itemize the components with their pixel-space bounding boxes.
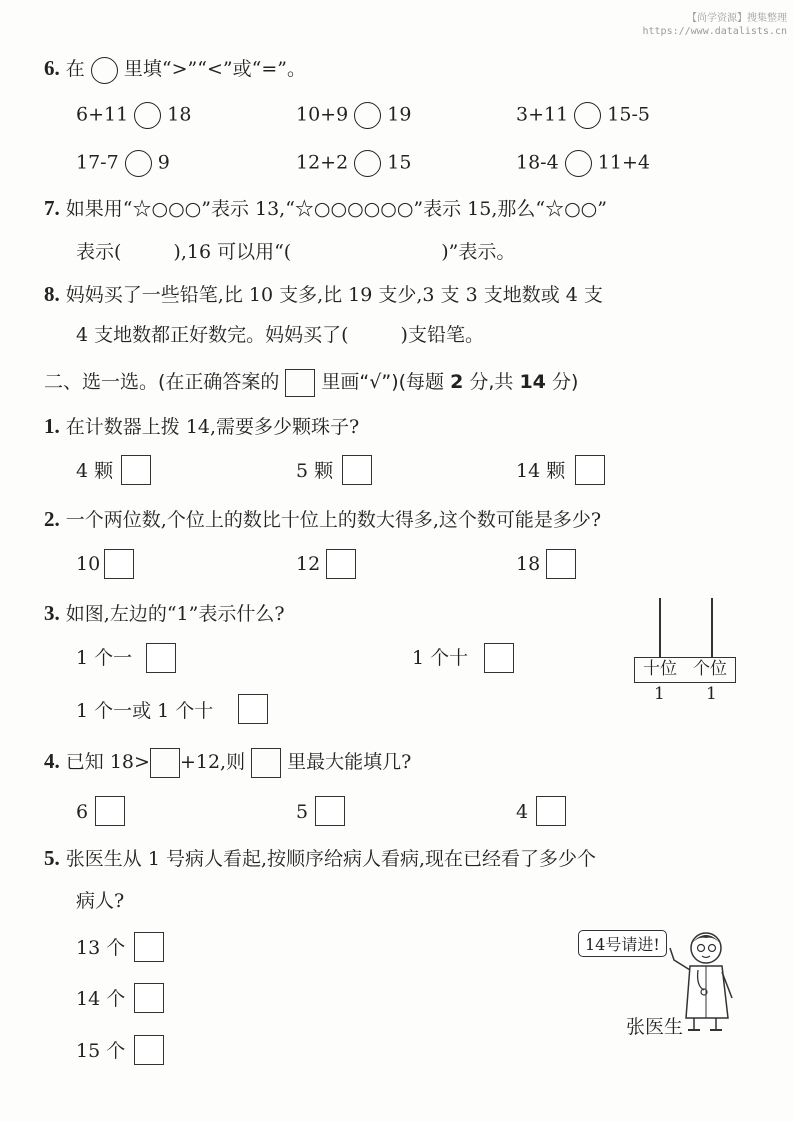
s2q2-option-label: 10	[76, 553, 101, 575]
s2q2-number: 2.	[44, 507, 60, 531]
s2q1-checkbox[interactable]	[342, 455, 372, 485]
s2q3-checkbox[interactable]	[484, 643, 514, 673]
q7-line1	[44, 196, 607, 221]
s2q1-question	[44, 414, 359, 439]
s2q3-option-label: 1 个一	[76, 647, 133, 669]
counter-label-tens: 十位	[643, 659, 677, 679]
watermark-line1: 【尚学资源】搜集整理	[687, 13, 787, 24]
q7-number: 7.	[44, 196, 60, 220]
counter-rod-tens	[659, 598, 661, 658]
s2q3-question	[44, 601, 285, 626]
s2q5-text: 张医生从 1 号病人看起,按顺序给病人看病,现在已经看了多少个	[65, 848, 597, 870]
s2q3-option-label: 1 个一或 1 个十	[76, 700, 214, 722]
q6-answer-circle[interactable]	[125, 150, 152, 177]
s2q5-text-line2: 病人?	[76, 890, 125, 912]
s2q5-number: 5.	[44, 846, 60, 870]
q8-line2: 4 支地数都正好数完。妈妈买了( )支铅笔。	[76, 324, 484, 346]
s2q5-checkbox[interactable]	[134, 1035, 164, 1065]
doctor-label: 张医生	[626, 1016, 684, 1038]
q6-sample-circle	[91, 57, 118, 84]
s2q4-option-label: 6	[76, 801, 89, 823]
s2q4-checkbox[interactable]	[315, 796, 345, 826]
section2-sample-box	[285, 369, 315, 397]
watermark	[643, 12, 788, 38]
counter-label-ones: 个位	[693, 659, 727, 679]
q8-text: 妈妈买了一些铅笔,比 10 支多,比 19 支少,3 支 3 支地数或 4 支	[65, 284, 603, 306]
s2q5-option-label: 15 个	[76, 1040, 126, 1062]
q6-answer-circle[interactable]	[354, 150, 381, 177]
counter-base	[634, 657, 736, 683]
s2q4-question: 4. 已知 18> +12,则 里最大能填几?	[44, 748, 411, 778]
q6-item: 6+11 18	[76, 102, 191, 129]
s2q2-checkbox[interactable]	[326, 549, 356, 579]
q8-number: 8.	[44, 282, 60, 306]
s2q4-option-label: 5	[296, 801, 309, 823]
counter-value-ones: 1	[706, 684, 717, 704]
s2q3-checkbox[interactable]	[146, 643, 176, 673]
q6-item: 18-4 11+4	[516, 150, 650, 177]
q6-answer-circle[interactable]	[565, 150, 592, 177]
q6-item: 3+11 15-5	[516, 102, 650, 129]
s2q4-number: 4.	[44, 749, 60, 773]
speech-bubble	[578, 930, 667, 957]
q6-number: 6.	[44, 56, 60, 80]
q6-answer-circle[interactable]	[134, 102, 161, 129]
s2q1-checkbox[interactable]	[575, 455, 605, 485]
s2q2-checkbox[interactable]	[546, 549, 576, 579]
s2q4-checkbox[interactable]	[536, 796, 566, 826]
q6-answer-circle[interactable]	[354, 102, 381, 129]
section2-title: 二、选一选。(在正确答案的 里画“√”)(每题 2 分,共 14 分)	[44, 367, 578, 397]
q7-line2: 表示( ),16 可以用“( )”表示。	[76, 241, 516, 263]
counter-value-tens: 1	[654, 684, 665, 704]
q6-prompt-a: 在	[65, 58, 85, 80]
s2q5-checkbox[interactable]	[134, 932, 164, 962]
s2q2-option-label: 12	[296, 553, 321, 575]
s2q4-checkbox[interactable]	[95, 796, 125, 826]
s2q3-checkbox[interactable]	[238, 694, 268, 724]
s2q4-option-label: 4	[516, 801, 529, 823]
s2q1-checkbox[interactable]	[121, 455, 151, 485]
s2q4-inline-box	[150, 748, 180, 778]
s2q1-number: 1.	[44, 414, 60, 438]
s2q2-question	[44, 507, 601, 532]
s2q5-checkbox[interactable]	[134, 983, 164, 1013]
q8-line1	[44, 282, 603, 307]
s2q3-number: 3.	[44, 601, 60, 625]
q7-text: 如果用“☆○○○”表示 13,“☆○○○○○○”表示 15,那么“☆○○”	[65, 198, 607, 220]
q6-prompt	[44, 56, 306, 84]
s2q4-inline-box	[251, 748, 281, 778]
s2q5-option-label: 13 个	[76, 937, 126, 959]
s2q1-text: 在计数器上拨 14,需要多少颗珠子?	[65, 416, 360, 438]
s2q1-option-label: 5 颗	[296, 460, 334, 482]
counter-rod-ones	[711, 598, 713, 658]
s2q1-option-label: 14 颗	[516, 460, 566, 482]
q6-item: 10+9 19	[296, 102, 411, 129]
s2q3-option-label: 1 个十	[412, 647, 469, 669]
q6-prompt-b: 里填“>”“<”或“=”。	[123, 58, 306, 80]
s2q2-checkbox[interactable]	[104, 549, 134, 579]
q6-item: 12+2 15	[296, 150, 411, 177]
s2q2-text: 一个两位数,个位上的数比十位上的数大得多,这个数可能是多少?	[65, 509, 602, 531]
s2q5-option-label: 14 个	[76, 988, 126, 1010]
watermark-line2: https://www.datalists.cn	[642, 26, 787, 37]
s2q3-text: 如图,左边的“1”表示什么?	[65, 603, 285, 625]
speech-bubble-text: 14号请进!	[585, 935, 660, 954]
s2q1-option-label: 4 颗	[76, 460, 114, 482]
s2q5-line1	[44, 846, 596, 871]
q6-item: 17-7 9	[76, 150, 170, 177]
s2q2-option-label: 18	[516, 553, 541, 575]
q6-answer-circle[interactable]	[574, 102, 601, 129]
